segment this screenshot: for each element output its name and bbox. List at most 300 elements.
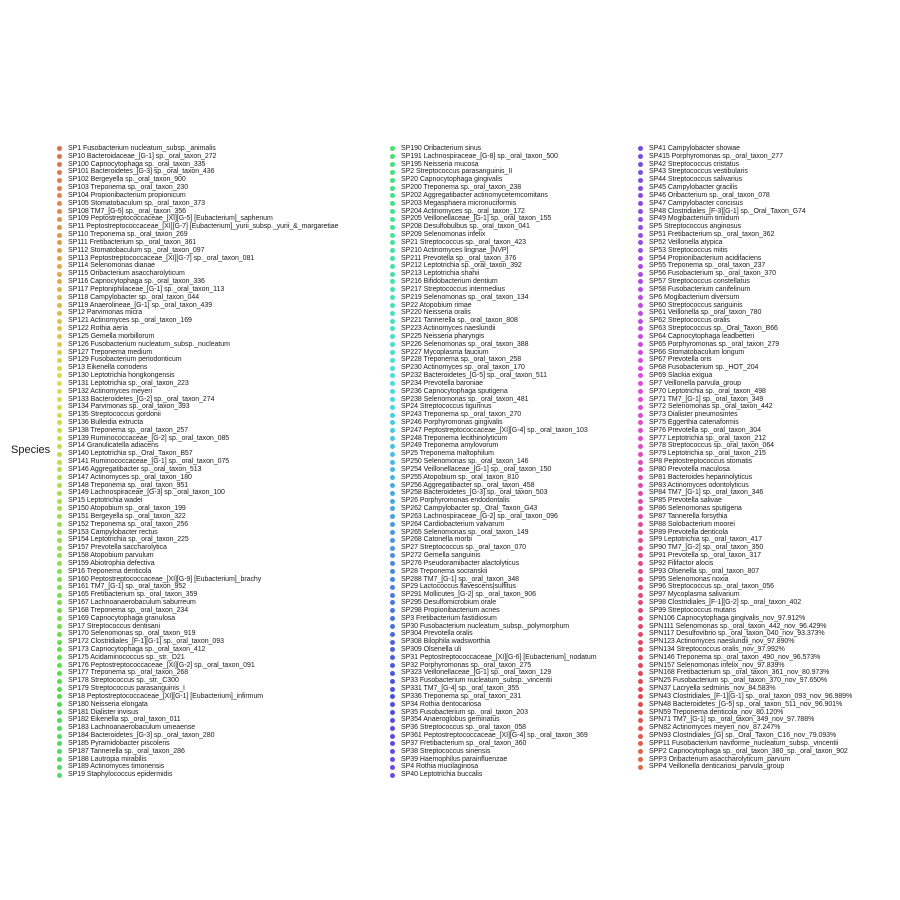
legend-item-label: SP336 Treponema sp._oral_taxon_231 xyxy=(401,692,522,700)
legend-item-label: SP48 Clostridiales_[F-3][G-1] sp._Oral_Taxon_G74 xyxy=(649,207,806,215)
legend-key-dot xyxy=(390,428,395,433)
legend-item-label: SP140 Leptotrichia sp._Oral_Taxon_B57 xyxy=(68,450,193,458)
legend-key-dot xyxy=(57,397,62,402)
legend-item-label: SP298 Propionibacterium acnes xyxy=(401,606,500,614)
legend-item-label: SP265 Selenomonas sp._oral_taxon_149 xyxy=(401,528,529,536)
legend-key-dot xyxy=(57,248,62,253)
legend-key-dot xyxy=(390,405,395,410)
legend-item-label: SPN82 Actinomyces meyeri_nov_87.247% xyxy=(649,724,781,732)
legend-item-label: SP104 Propionibacterium propionicum xyxy=(68,191,186,199)
legend-key-dot xyxy=(638,154,643,159)
legend-key-dot xyxy=(638,538,643,543)
legend-item-label: SP191 Lachnospiraceae_[G-8] sp._oral_taxon_500 xyxy=(401,152,558,160)
legend-key-dot xyxy=(57,186,62,191)
legend-key-dot xyxy=(57,334,62,339)
legend-key-dot xyxy=(638,389,643,394)
legend-key-dot xyxy=(390,186,395,191)
legend-item-label: SPP11 Fusobacterium naviforme_nucleatum_subsp._vincentii xyxy=(649,739,839,747)
legend-key-dot xyxy=(390,710,395,715)
legend-key-dot xyxy=(638,428,643,433)
legend-key-dot xyxy=(390,201,395,206)
legend-key-dot xyxy=(390,741,395,746)
legend-item-label: SPN43 Clostridiales_[F-1][G-1] sp._oral_taxon_093_nov_96.989% xyxy=(649,692,853,700)
legend-key-dot xyxy=(390,530,395,535)
legend-item-label: SP57 Streptococcus constellatus xyxy=(649,278,750,286)
legend-item-label: SP14 Granulicatella adiacens xyxy=(68,442,159,450)
legend-item-label: SP226 Selenomonas sp._oral_taxon_388 xyxy=(401,340,529,348)
legend-key-dot xyxy=(638,741,643,746)
legend-key-dot xyxy=(390,420,395,425)
legend-item-label: SP152 Treponema sp._oral_taxon_256 xyxy=(68,520,189,528)
legend-key-dot xyxy=(57,710,62,715)
legend-item-label: SP76 Prevotella sp._oral_taxon_304 xyxy=(649,426,761,434)
legend-key-dot xyxy=(638,287,643,292)
legend-key-dot xyxy=(638,757,643,762)
legend-key-dot xyxy=(57,154,62,159)
legend-key-dot xyxy=(390,397,395,402)
legend-item-label: SP249 Treponema amylovorum xyxy=(401,442,499,450)
legend-key-dot xyxy=(390,350,395,355)
legend-key-dot xyxy=(57,389,62,394)
legend-item-label: SPN48 Bacteroidetes_[G-5] sp._oral_taxon_511_nov_96.901% xyxy=(649,700,843,708)
legend-key-dot xyxy=(390,773,395,778)
legend-key-dot xyxy=(638,162,643,167)
legend-key-dot xyxy=(638,514,643,519)
legend-key-dot xyxy=(57,201,62,206)
legend-item-label: SP246 Porphyromonas gingivalis xyxy=(401,418,503,426)
legend-key-dot xyxy=(57,405,62,410)
legend-key-dot xyxy=(390,452,395,457)
legend-item-label: SP16 Treponema denticola xyxy=(68,567,152,575)
legend-item-label: SPN37 Lacryella sedminis_nov_84.583% xyxy=(649,685,776,693)
legend-key-dot xyxy=(390,655,395,660)
legend-item-label: SP223 Actinomyces naeslundii xyxy=(401,325,496,333)
legend-key-dot xyxy=(638,569,643,574)
legend-key-dot xyxy=(390,436,395,441)
legend-key-dot xyxy=(638,358,643,363)
legend-item-label: SP308 Bilophila wadsworthia xyxy=(401,638,490,646)
legend-key-dot xyxy=(57,553,62,558)
legend-key-dot xyxy=(390,366,395,371)
legend-key-dot xyxy=(57,467,62,472)
legend-key-dot xyxy=(57,600,62,605)
legend-item-label: SP3 Fretibacterium fastidiosum xyxy=(401,614,497,622)
legend-key-dot xyxy=(57,256,62,261)
legend-item-label: SP87 Tannerella forsythia xyxy=(649,512,728,520)
legend-key-dot xyxy=(57,671,62,676)
legend-item-label: SP168 Treponema sp._oral_taxon_234 xyxy=(68,606,189,614)
legend-item-label: SP22 Atopobium rimae xyxy=(401,301,472,309)
legend-key-dot xyxy=(638,279,643,284)
legend-key-dot xyxy=(638,632,643,637)
legend-item-label: SP95 Selenomonas noxia xyxy=(649,575,729,583)
legend-item-label: SP97 Mycoplasma salivarium xyxy=(649,591,740,599)
legend-item-label: SP217 Streptococcus intermedius xyxy=(401,285,505,293)
legend-item-label: SP126 Fusobacterium nucleatum_subsp._nucleatum xyxy=(68,340,230,348)
legend-key-dot xyxy=(57,279,62,284)
legend-item-label: SP32 Porphyromonas sp._oral_taxon_275 xyxy=(401,661,532,669)
legend-key-dot xyxy=(638,248,643,253)
legend-key-dot xyxy=(390,193,395,198)
legend-key-dot xyxy=(638,726,643,731)
legend-key-dot xyxy=(57,381,62,386)
legend-key-dot xyxy=(638,256,643,261)
legend-item-label: SP202 Aggregatibacter actinomycetemcomitans xyxy=(401,191,548,199)
legend-key-dot xyxy=(390,334,395,339)
legend-key-dot xyxy=(638,765,643,770)
legend-key-dot xyxy=(57,420,62,425)
legend-key-dot xyxy=(57,311,62,316)
legend-item-label: SP65 Porphyromonas sp._oral_taxon_279 xyxy=(649,340,780,348)
legend-key-dot xyxy=(638,209,643,214)
legend-item-label: SP109 Peptostreptococcaceae_[XI][G-5] [Eubacterium]_saphenum xyxy=(68,215,273,223)
legend-key-dot xyxy=(638,452,643,457)
legend-item-label: SP6 Mogibacterium diversum xyxy=(649,293,740,301)
legend-key-dot xyxy=(390,389,395,394)
legend-item-label: SP146 Aggregatibacter sp._oral_taxon_513 xyxy=(68,465,202,473)
legend-item-label: SP205 Veillonellaceae_[G-1] sp._oral_taxon_155 xyxy=(401,215,552,223)
legend-item-label: SP103 Treponema sp._oral_taxon_230 xyxy=(68,184,189,192)
legend-item-label: SP43 Streptococcus vestibularis xyxy=(649,168,748,176)
legend-key-dot xyxy=(57,475,62,480)
legend-key-dot xyxy=(638,522,643,527)
legend-item-label: SP291 Mollicutes_[G-2] sp._oral_taxon_906 xyxy=(401,591,536,599)
legend-item-label: SP35 Fusobacterium sp._oral_taxon_203 xyxy=(401,708,528,716)
legend-item-label: SP18 Peptostreptococcaceae_[XI][G-1] [Eubacterium]_infirmum xyxy=(68,692,264,700)
legend-item-label: SP227 Mycoplasma faucium xyxy=(401,348,489,356)
legend-item-label: SP13 Eikenella corrodens xyxy=(68,364,148,372)
legend-item-label: SP86 Selenomonas sputigena xyxy=(649,505,742,513)
legend-key-dot xyxy=(638,655,643,660)
legend-key-dot xyxy=(390,467,395,472)
legend-item-label: SP209 Selenomonas infelix xyxy=(401,231,486,239)
legend-item-label: SP158 Atopobium parvulum xyxy=(68,552,154,560)
legend-key-dot xyxy=(638,530,643,535)
legend-key-dot xyxy=(57,734,62,739)
legend-item-label: SP179 Streptococcus parasanguinis_I xyxy=(68,685,185,693)
legend-key-dot xyxy=(390,569,395,574)
legend-key-dot xyxy=(638,687,643,692)
legend-key-dot xyxy=(638,311,643,316)
legend-key-dot xyxy=(390,577,395,582)
legend-item-label: SP121 Actinomyces sp._oral_taxon_169 xyxy=(68,317,192,325)
legend-key-dot xyxy=(638,295,643,300)
legend-key-dot xyxy=(390,373,395,378)
legend-item-label: SP185 Pyramidobacter piscolens xyxy=(68,739,170,747)
legend-item-label: SP99 Streptococcus mutans xyxy=(649,606,737,614)
legend-item-label: SP129 Fusobacterium periodonticum xyxy=(68,356,182,364)
legend-key-dot xyxy=(390,640,395,645)
legend-key-dot xyxy=(390,538,395,543)
legend-key-dot xyxy=(390,663,395,668)
legend-key-dot xyxy=(390,561,395,566)
legend-key-dot xyxy=(638,397,643,402)
legend-item-label: SP255 Atopobium sp._oral_taxon_810 xyxy=(401,473,519,481)
legend-item-label: SP8 Peptostreptococcus stomatis xyxy=(649,458,753,466)
legend-item-label: SP58 Fusobacterium canifelinum xyxy=(649,285,751,293)
legend-item-label: SP61 Veillonella sp._oral_taxon_780 xyxy=(649,309,762,317)
legend-key-dot xyxy=(638,749,643,754)
legend-item-label: SPN117 Desulfovibrio sp._oral_taxon_040_nov_93.373% xyxy=(649,630,825,638)
legend-item-label: SP78 Streptococcus sp._oral_taxon_064 xyxy=(649,442,775,450)
legend-key-dot xyxy=(57,546,62,551)
legend-item-label: SP93 Olsenella sp._oral_taxon_807 xyxy=(649,567,760,575)
legend-key-dot xyxy=(57,295,62,300)
legend-item-label: SP133 Bacteroidetes_[G-2] sp._oral_taxon_274 xyxy=(68,395,215,403)
legend-item-label: SP141 Ruminococcaceae_[G-1] sp._oral_taxon_075 xyxy=(68,458,230,466)
legend-key-dot xyxy=(390,381,395,386)
legend-key-dot xyxy=(57,632,62,637)
legend-item-label: SP5 Streptococcus anginosus xyxy=(649,223,742,231)
legend-key-dot xyxy=(390,287,395,292)
legend-item-label: SP234 Prevotella baroniae xyxy=(401,379,484,387)
legend-key-dot xyxy=(638,460,643,465)
legend-item-label: SP24 Streptococcus tigurinus xyxy=(401,403,492,411)
legend-item-label: SP134 Parvimonas sp._oral_taxon_393 xyxy=(68,403,190,411)
legend-key-dot xyxy=(57,663,62,668)
legend-key-dot xyxy=(57,679,62,684)
legend-key-dot xyxy=(390,295,395,300)
legend-key-dot xyxy=(638,233,643,238)
legend-item-label: SP219 Selenomonas sp._oral_taxon_134 xyxy=(401,293,529,301)
legend-item-label: SP30 Fusobacterium nucleatum_subsp._polymorphum xyxy=(401,622,570,630)
legend-key-dot xyxy=(638,225,643,230)
legend-key-dot xyxy=(57,499,62,504)
legend-key-dot xyxy=(390,749,395,754)
legend-key-dot xyxy=(390,311,395,316)
legend-item-label: SP9 Leptotrichia sp._oral_taxon_417 xyxy=(649,536,763,544)
legend-key-dot xyxy=(390,499,395,504)
legend-item-label: SP110 Treponema sp._oral_taxon_269 xyxy=(68,231,188,239)
legend-key-dot xyxy=(57,178,62,183)
legend-key-dot xyxy=(638,240,643,245)
legend-key-dot xyxy=(390,217,395,222)
legend-key-dot xyxy=(390,326,395,331)
legend-key-dot xyxy=(638,272,643,277)
legend-key-dot xyxy=(57,577,62,582)
legend-item-label: SP49 Mogibacterium timidum xyxy=(649,215,740,223)
legend-item-label: SP256 Aggregatibacter sp._oral_taxon_458 xyxy=(401,481,535,489)
legend-key-dot xyxy=(390,178,395,183)
legend-item-label: SP12 Parvimonas micra xyxy=(68,309,143,317)
legend-key-dot xyxy=(638,710,643,715)
legend-key-dot xyxy=(638,647,643,652)
legend-key-dot xyxy=(390,734,395,739)
legend-item-label: SP45 Campylobacter gracilis xyxy=(649,184,738,192)
legend-key-dot xyxy=(638,146,643,151)
legend-key-dot xyxy=(390,546,395,551)
legend-item-label: SP68 Fusobacterium sp._HOT_204 xyxy=(649,364,759,372)
legend-key-dot xyxy=(390,162,395,167)
legend-item-label: SP89 Prevotella denticola xyxy=(649,528,728,536)
legend-key-dot xyxy=(390,225,395,230)
legend-key-dot xyxy=(57,225,62,230)
legend-key-dot xyxy=(57,616,62,621)
legend-item-label: SPN157 Selenomonas infelix_nov_97.839% xyxy=(649,661,785,669)
legend-key-dot xyxy=(57,444,62,449)
legend-key-dot xyxy=(390,491,395,496)
legend-item-label: SPN25 Fusobacterium sp._oral_taxon_370_nov_97.650% xyxy=(649,677,828,685)
legend-key-dot xyxy=(57,233,62,238)
legend-item-label: SP216 Bifidobacterium dentium xyxy=(401,278,498,286)
legend-item-label: SP51 Fretibacterium sp._oral_taxon_362 xyxy=(649,231,775,239)
legend-key-dot xyxy=(57,514,62,519)
legend-key-dot xyxy=(638,718,643,723)
legend-key-dot xyxy=(638,553,643,558)
legend-item-label: SP228 Treponema sp._oral_taxon_258 xyxy=(401,356,522,364)
legend-item-label: SP238 Selenomonas sp._oral_taxon_481 xyxy=(401,395,529,403)
legend-item-label: SP153 Campylobacter rectus xyxy=(68,528,158,536)
legend-item-label: SP176 Peptostreptococcaceae_[XI][G-2] sp._oral_taxon_091 xyxy=(68,661,255,669)
legend-key-dot xyxy=(57,272,62,277)
legend-item-label: SP79 Leptotrichia sp._oral_taxon_215 xyxy=(649,450,766,458)
legend-key-dot xyxy=(390,240,395,245)
legend-key-dot xyxy=(638,264,643,269)
legend-key-dot xyxy=(638,350,643,355)
legend-key-dot xyxy=(638,413,643,418)
legend-item-label: SP230 Actinomyces sp._oral_taxon_170 xyxy=(401,364,525,372)
legend-key-dot xyxy=(638,616,643,621)
legend-item-label: SP138 Treponema sp._oral_taxon_257 xyxy=(68,426,189,434)
legend-key-dot xyxy=(638,679,643,684)
legend-key-dot xyxy=(390,233,395,238)
legend-key-dot xyxy=(57,765,62,770)
legend-key-dot xyxy=(57,170,62,175)
legend-item-label: SP105 Stomatobaculum sp._oral_taxon_373 xyxy=(68,199,205,207)
legend-item-label: SP114 Selenomonas dianae xyxy=(68,262,156,270)
legend-item-label: SP55 Treponema sp._oral_taxon_237 xyxy=(649,262,766,270)
legend-key-dot xyxy=(390,358,395,363)
legend-item-label: SP71 TM7_[G-1] sp._oral_taxon_349 xyxy=(649,395,764,403)
legend-item-label: SP112 Stomatobaculum sp._oral_taxon_097 xyxy=(68,246,205,254)
legend-key-dot xyxy=(57,773,62,778)
legend-item-label: SP31 Peptostreptococcaceae_[XI][G-6] [Eubacterium]_nodatum xyxy=(401,653,597,661)
legend-key-dot xyxy=(638,436,643,441)
legend-item-label: SP262 Campylobacter sp._Oral_Taxon_G43 xyxy=(401,505,538,513)
legend-key-dot xyxy=(57,741,62,746)
legend-item-label: SP26 Porphyromonas endodontalis xyxy=(401,497,510,505)
legend-key-dot xyxy=(390,726,395,731)
legend-key-dot xyxy=(390,608,395,613)
legend-item-label: SP304 Prevotella oralis xyxy=(401,630,473,638)
legend-item-label: SP232 Bacteroidetes_[G-5] sp._oral_taxon_511 xyxy=(401,372,547,380)
legend-key-dot xyxy=(390,303,395,308)
legend-item-label: SP154 Leptotrichia sp._oral_taxon_225 xyxy=(68,536,189,544)
legend-item-label: SP161 TM7_[G-1] sp._oral_taxon_952 xyxy=(68,583,187,591)
legend-item-label: SP44 Streptococcus salivarius xyxy=(649,176,743,184)
legend-item-label: SP178 Streptococcus sp._str._C300 xyxy=(68,677,179,685)
legend-item-label: SP70 Leptotrichia sp._oral_taxon_498 xyxy=(649,387,766,395)
legend-key-dot xyxy=(638,475,643,480)
legend-item-label: SP254 Veillonellaceae_[G-1] sp._oral_taxon_150 xyxy=(401,465,552,473)
legend-key-dot xyxy=(57,522,62,527)
legend-item-label: SP62 Streptococcus oralis xyxy=(649,317,730,325)
legend-item-label: SP91 Prevotella sp._oral_taxon_317 xyxy=(649,552,761,560)
legend-item-label: SP361 Peptostreptococcaceae_[XI][G-4] sp._oral_taxon_369 xyxy=(401,732,588,740)
legend-key-dot xyxy=(57,726,62,731)
legend-key-dot xyxy=(57,569,62,574)
legend-item-label: SPN71 TM7_[G-1] sp._oral_taxon_349_nov_97.788% xyxy=(649,716,815,724)
legend-key-dot xyxy=(57,319,62,324)
legend-item-label: SP150 Atopobium sp._oral_taxon_199 xyxy=(68,505,186,513)
legend-item-label: SP69 Slackia exigua xyxy=(649,372,713,380)
legend-key-dot xyxy=(57,483,62,488)
legend-item-label: SP10 Bacteroidaceae_[G-1] sp._oral_taxon_272 xyxy=(68,152,217,160)
legend-item-label: SP40 Leptotrichia buccalis xyxy=(401,771,483,779)
legend-item-label: SP272 Gemella sanguinis xyxy=(401,552,481,560)
legend-key-dot xyxy=(390,624,395,629)
legend-key-dot xyxy=(390,765,395,770)
legend-item-label: SP169 Capnocytophaga granulosa xyxy=(68,614,176,622)
legend-item-label: SPP4 Veillonella denticariosi_parvula_group xyxy=(649,763,785,771)
legend-item-label: SP75 Eggerthia catenaformis xyxy=(649,418,739,426)
legend-item-label: SP125 Gemella morbillorum xyxy=(68,332,155,340)
legend-key-dot xyxy=(57,757,62,762)
legend-key-dot xyxy=(57,530,62,535)
legend-item-label: SP264 Cardiobacterium valvarum xyxy=(401,520,505,528)
legend-key-dot xyxy=(57,702,62,707)
legend-key-dot xyxy=(390,248,395,253)
legend-item-label: SP172 Clostridiales_[F-1][G-1] sp._oral_taxon_093 xyxy=(68,638,224,646)
legend-item-label: SP177 Treponema sp._oral_taxon_268 xyxy=(68,669,189,677)
legend-item-label: SP148 Treponema sp._oral_taxon_951 xyxy=(68,481,189,489)
legend-key-dot xyxy=(390,671,395,676)
legend-key-dot xyxy=(57,593,62,598)
legend-item-label: SP92 Filifactor alocis xyxy=(649,559,714,567)
legend-key-dot xyxy=(390,154,395,159)
legend-item-label: SP52 Veillonella atypica xyxy=(649,238,723,246)
legend-item-label: SP139 Ruminococcaceae_[G-2] sp._oral_taxon_085 xyxy=(68,434,230,442)
legend-item-label: SP85 Prevotella salivae xyxy=(649,497,722,505)
legend-key-dot xyxy=(390,600,395,605)
legend-key-dot xyxy=(390,522,395,527)
legend-key-dot xyxy=(57,413,62,418)
legend-item-label: SP354 Anaeroglobus geminatus xyxy=(401,716,500,724)
legend-item-label: SP41 Campylobacter showae xyxy=(649,145,740,152)
legend-item-label: SP165 Fretibacterium sp._oral_taxon_359 xyxy=(68,591,198,599)
legend-key-dot xyxy=(57,655,62,660)
legend-item-label: SP119 Anaerolineae_[G-1] sp._oral_taxon_439 xyxy=(68,301,213,309)
legend-key-dot xyxy=(638,405,643,410)
legend-key-dot xyxy=(638,702,643,707)
legend-item-label: SP102 Bergeyella sp._oral_taxon_900 xyxy=(68,176,186,184)
legend-item-label: SP183 Lachnoanaerobaculum umeaense xyxy=(68,724,196,732)
legend-key-dot xyxy=(638,640,643,645)
legend-item-label: SP72 Selenomonas sp._oral_taxon_442 xyxy=(649,403,773,411)
legend-key-dot xyxy=(57,366,62,371)
legend-key-dot xyxy=(638,303,643,308)
legend-key-dot xyxy=(390,256,395,261)
legend-item-label: SP39 Haemophilus parainfluenzae xyxy=(401,755,508,763)
legend-item-label: SP96 Streptococcus sp._oral_taxon_056 xyxy=(649,583,775,591)
legend-item-label: SP190 Oribacterium sinus xyxy=(401,145,482,152)
legend-item-label: SP27 Streptococcus sp._oral_taxon_070 xyxy=(401,544,527,552)
legend-item-label: SP130 Leptotrichia hongkongensis xyxy=(68,372,175,380)
legend-key-dot xyxy=(638,178,643,183)
legend-key-dot xyxy=(638,491,643,496)
legend-key-dot xyxy=(390,679,395,684)
legend-item-label: SPN168 Fretibacterium sp._oral_taxon_361_nov_80.973% xyxy=(649,669,830,677)
legend-item-label: SPN93 Clostridiales_[G] sp._Oral_Taxon_C16_nov_79.093% xyxy=(649,732,837,740)
legend-item-label: SP4 Rothia mucilaginosa xyxy=(401,763,479,771)
legend-key-dot xyxy=(390,694,395,699)
legend-item-label: SP38 Streptococcus sinensis xyxy=(401,747,491,755)
legend-item-label: SP309 Olsenella uli xyxy=(401,646,462,653)
legend-item-label: SP15 Leptotrichia wadei xyxy=(68,497,143,505)
legend-item-label: SP225 Neisseria pharyngis xyxy=(401,332,485,340)
legend-item-label: SP159 Abiotrophia defectiva xyxy=(68,559,155,567)
legend-item-label: SP20 Capnocytophaga gingivalis xyxy=(401,176,503,184)
